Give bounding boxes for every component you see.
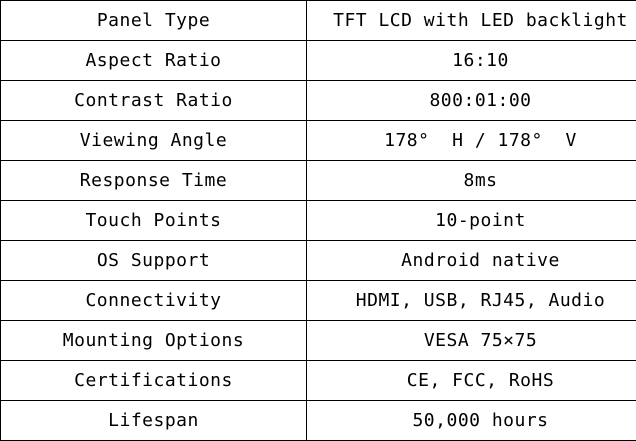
spec-label-lifespan: Lifespan	[1, 401, 307, 441]
spec-value-panel-type: TFT LCD with LED backlight	[307, 1, 636, 41]
spec-value-lifespan: 50,000 hours	[307, 401, 636, 441]
spec-label-contrast-ratio: Contrast Ratio	[1, 81, 307, 121]
spec-label-certifications: Certifications	[1, 361, 307, 401]
table-row	[1, 321, 636, 361]
spec-label-touch-points: Touch Points	[1, 201, 307, 241]
table-row	[1, 361, 636, 401]
spec-value-viewing-angle: 178° H / 178° V	[307, 121, 636, 161]
spec-label-viewing-angle: Viewing Angle	[1, 121, 307, 161]
spec-value-touch-points: 10-point	[307, 201, 636, 241]
table-row	[1, 81, 636, 121]
spec-value-certifications: CE, FCC, RoHS	[307, 361, 636, 401]
table-row	[1, 401, 636, 441]
spec-value-aspect-ratio: 16:10	[307, 41, 636, 81]
spec-label-aspect-ratio: Aspect Ratio	[1, 41, 307, 81]
table-row	[1, 41, 636, 81]
table-row	[1, 281, 636, 321]
spec-label-mounting-options: Mounting Options	[1, 321, 307, 361]
table-row	[1, 1, 636, 41]
spec-table-body	[1, 1, 636, 441]
spec-label-response-time: Response Time	[1, 161, 307, 201]
spec-label-connectivity: Connectivity	[1, 281, 307, 321]
spec-value-mounting-options: VESA 75×75	[307, 321, 636, 361]
table-row	[1, 121, 636, 161]
spec-label-panel-type: Panel Type	[1, 1, 307, 41]
spec-value-contrast-ratio: 800:01:00	[307, 81, 636, 121]
table-row	[1, 201, 636, 241]
spec-value-connectivity: HDMI, USB, RJ45, Audio	[307, 281, 636, 321]
table-row	[1, 241, 636, 281]
table-row	[1, 161, 636, 201]
spec-value-response-time: 8ms	[307, 161, 636, 201]
spec-label-os-support: OS Support	[1, 241, 307, 281]
spec-value-os-support: Android native	[307, 241, 636, 281]
